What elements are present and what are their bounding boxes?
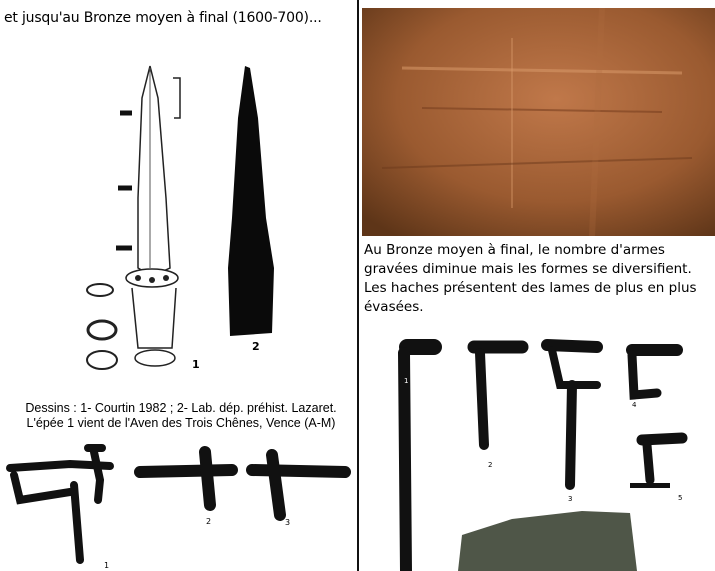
paragraph-line: Les haches présentent des lames de plus en plus (364, 280, 697, 296)
axe-drawing-5 (642, 438, 682, 480)
paragraph-line: évasées. (364, 299, 424, 315)
column-divider (357, 0, 359, 571)
caption-line: L'épée 1 vient de l'Aven des Trois Chênes, Vence (A-M) (26, 416, 336, 430)
axe-label-3: 3 (568, 495, 573, 503)
rock-engraving-photo (362, 8, 715, 236)
engraving-label-3: 3 (285, 518, 291, 527)
axe-drawing-1 (404, 347, 434, 571)
engraving-figure-2 (140, 452, 232, 505)
engraving-label-1: 1 (104, 561, 110, 570)
paragraph-line: gravées diminue mais les formes se diversifient. (364, 261, 692, 277)
sword-drawings (80, 58, 300, 378)
drawings-caption (10, 401, 352, 431)
sword-outline-drawing (87, 66, 180, 369)
axe-drawing-3 (547, 345, 597, 485)
engraving-label-2: 2 (206, 517, 212, 526)
scale-bar (630, 483, 670, 488)
sword-label-2: 2 (252, 340, 260, 353)
axe-label-2: 2 (488, 461, 493, 469)
bronze-paragraph (364, 241, 712, 317)
axe-label-4: 4 (632, 401, 637, 409)
bronze-axe-photo (458, 511, 637, 571)
sword-silhouette-drawing (228, 66, 274, 336)
axe-label-5: 5 (678, 494, 683, 502)
axe-drawing-2 (474, 347, 522, 445)
engraving-figure-1 (10, 448, 110, 560)
axe-drawings (362, 335, 715, 571)
sword-label-1: 1 (192, 358, 200, 371)
engraved-weapons-drawing (0, 440, 356, 571)
axe-drawing-4 (632, 350, 677, 395)
engraving-figure-3 (252, 455, 345, 515)
page-title: et jusqu'au Bronze moyen à final (1600-700)... (4, 10, 322, 26)
axe-label-1: 1 (404, 377, 409, 385)
paragraph-line: Au Bronze moyen à final, le nombre d'armes (364, 242, 665, 258)
caption-line: Dessins : 1- Courtin 1982 ; 2- Lab. dép. préhist. Lazaret. (25, 401, 337, 415)
